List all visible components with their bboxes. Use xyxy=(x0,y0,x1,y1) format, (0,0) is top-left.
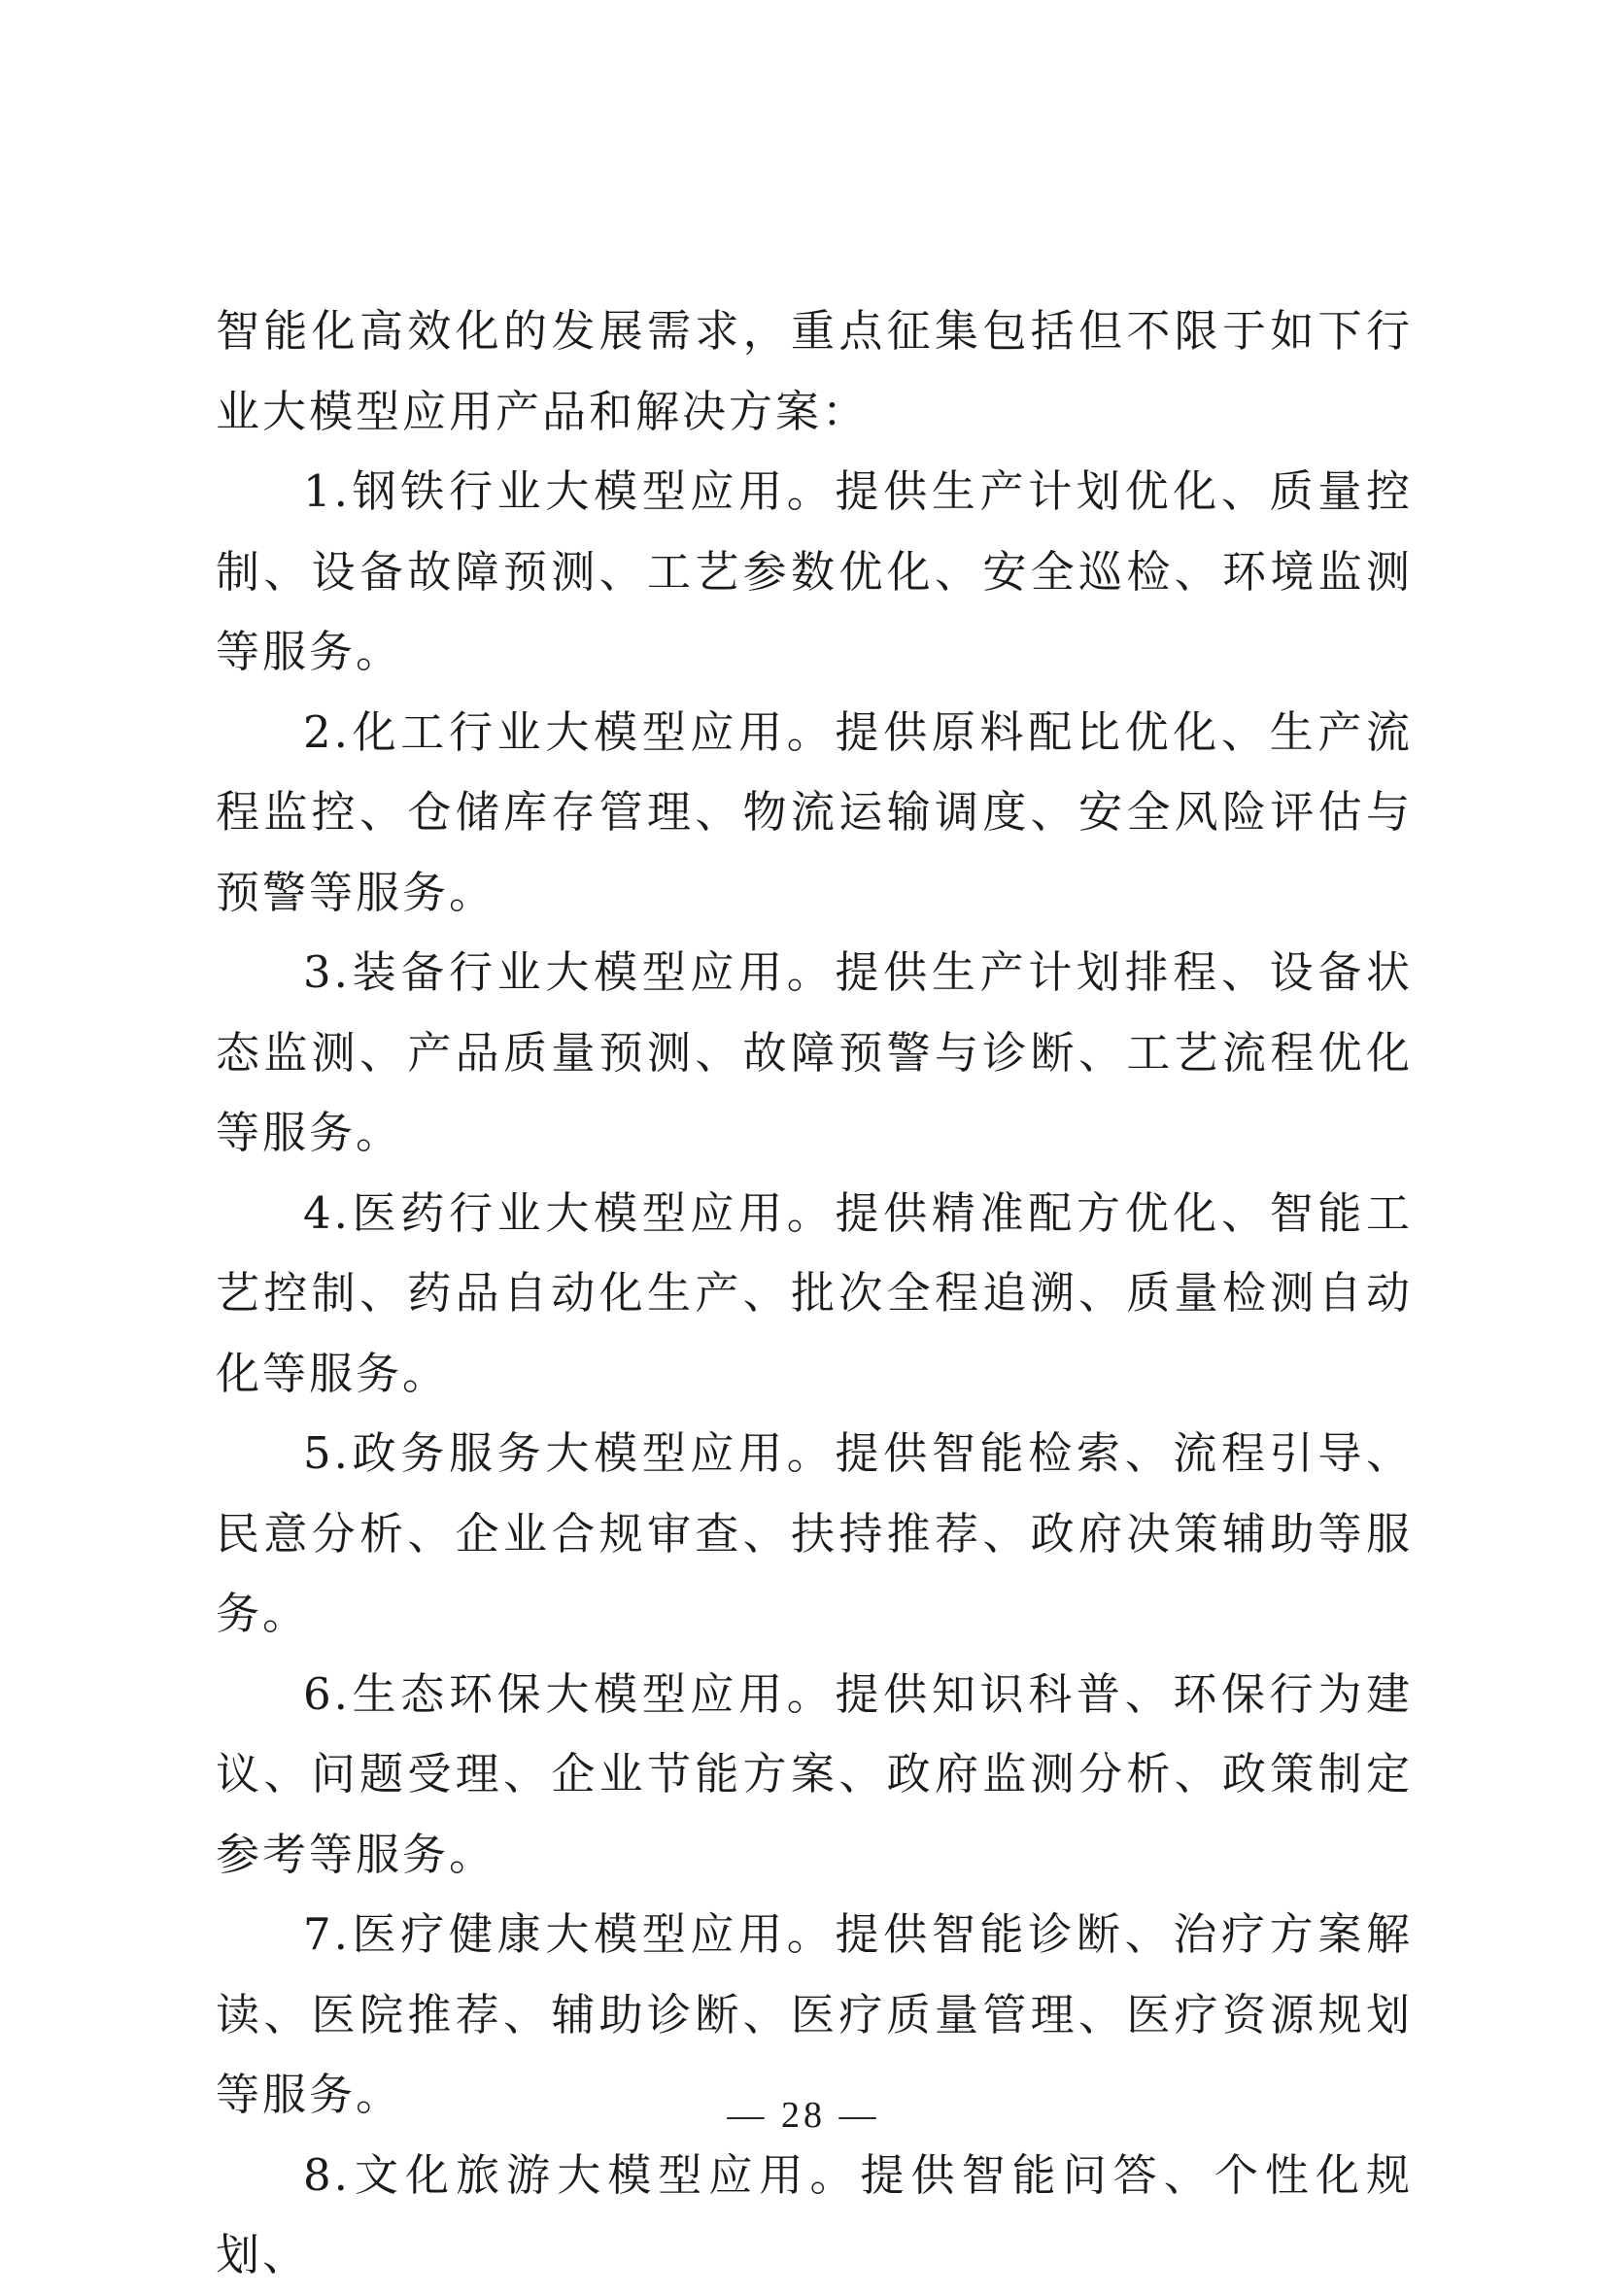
list-item-tourism: 8.文化旅游大模型应用。提供智能问答、个性化规划、 xyxy=(216,2148,1413,2280)
list-item-steel: 1.钢铁行业大模型应用。提供生产计划优化、质量控制、设备故障预测、工艺参数优化、安全巡检、环境监测等服务。 xyxy=(216,465,1413,677)
list-item-healthcare: 7.医疗健康大模型应用。提供智能诊断、治疗方案解读、医院推荐、辅助诊断、医疗质量管理、医疗资源规划等服务。 xyxy=(216,1908,1413,2120)
list-item-government: 5.政务服务大模型应用。提供智能检索、流程引导、民意分析、企业合规审查、扶持推荐、政府决策辅助等服务。 xyxy=(216,1427,1413,1639)
list-item-chemical: 2.化工行业大模型应用。提供原料配比优化、生产流程监控、仓储库存管理、物流运输调度、安全风险评估与预警等服务。 xyxy=(216,705,1413,918)
document-body xyxy=(216,291,1413,2296)
page-number: — 28 — xyxy=(727,2095,880,2136)
list-item-equipment: 3.装备行业大模型应用。提供生产计划排程、设备状态监测、产品质量预测、故障预警与诊断、工艺流程优化等服务。 xyxy=(216,946,1413,1158)
list-item-pharma: 4.医药行业大模型应用。提供精准配方优化、智能工艺控制、药品自动化生产、批次全程追溯、质量检测自动化等服务。 xyxy=(216,1186,1413,1399)
list-item-ecology: 6.生态环保大模型应用。提供知识科普、环保行为建议、问题受理、企业节能方案、政府监测分析、政策制定参考等服务。 xyxy=(216,1667,1413,1880)
paragraph-continuation: 智能化高效化的发展需求，重点征集包括但不限于如下行业大模型应用产品和解决方案： xyxy=(216,305,1413,437)
